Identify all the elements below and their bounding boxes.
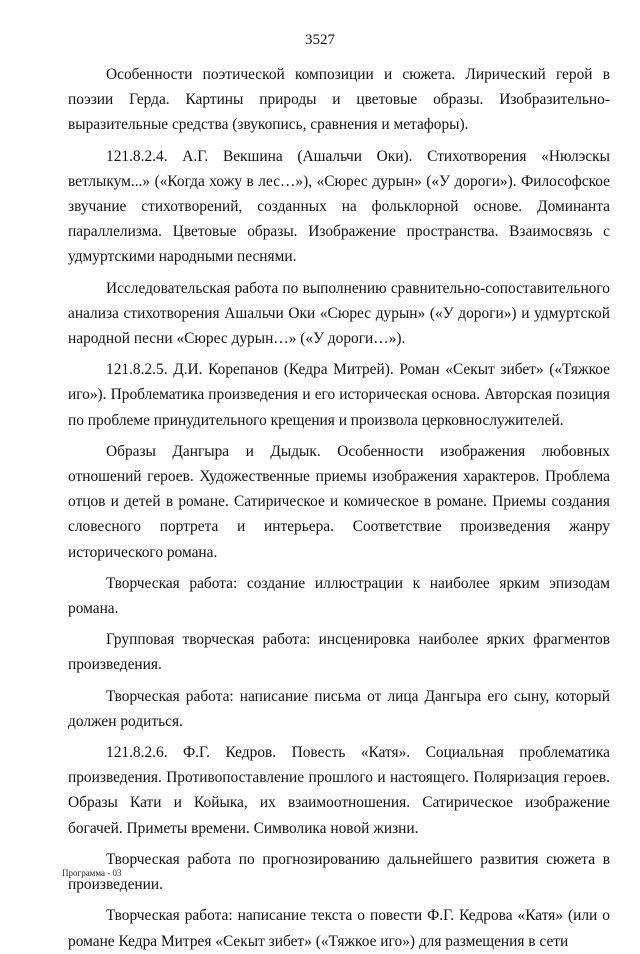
footer-note: Программа - 03 bbox=[62, 868, 122, 878]
paragraph: Творческая работа: написание текста о повести Ф.Г. Кедрова «Катя» (или о романе Кедра Митрея «Секыт зибет» («Тяжкое иго») для размещения в сети bbox=[68, 907, 610, 950]
page-number: 3527 bbox=[305, 32, 335, 48]
body-text bbox=[68, 62, 610, 954]
paragraph: Групповая творческая работа: инсценировка наиболее ярких фрагментов произведения. bbox=[68, 631, 610, 674]
paragraph: Творческая работа по прогнозированию дальнейшего развития сюжета в произведении. bbox=[68, 850, 610, 894]
paragraph: Творческая работа: написание письма от лица Дангыра его сыну, который должен родиться. bbox=[68, 687, 610, 730]
paragraph: Особенности поэтической композиции и сюжета. Лирический герой в поэзии Герда. Картины природы и цветовые образы. Изобразительно-выразительные средства (звукопись, сравнения и метафоры). bbox=[68, 66, 610, 134]
paragraph: Исследовательская работа по выполнению сравнительно-сопоставительного анализа стихотворения Ашальчи Оки «Сюрес дурын» («У дороги») и удмуртской народной песни «Сюрес дурын…» («У дороги…»). bbox=[68, 279, 610, 348]
paragraph: 121.8.2.4. А.Г. Векшина (Ашальчи Оки). Стихотворения «Нюлэскы ветлыкум...» («Когда хожу в лес…»), «Сюрес дурын» («У дороги»). Философское звучание стихотворений, созданных на фольклорной основе. Доминанта параллелизма. Цветовые образы. Изображение пространства. Взаимосвязь с удмуртскими народными песнями. bbox=[68, 147, 610, 266]
paragraph: Образы Дангыра и Дыдык. Особенности изображения любовных отношений героев. Художественные приемы изображения характеров. Проблема отцов и детей в романе. Сатирическое и комическое в романе. Приемы создания словесного портрета и интерьера. Соответствие произведения жанру исторического романа. bbox=[68, 442, 610, 561]
paragraph: 121.8.2.6. Ф.Г. Кедров. Повесть «Катя». Социальная проблематика произведения. Противопоставление прошлого и настоящего. Поляризация героев. Образы Кати и Койыка, их взаимоотношения. Сатирическое изображение богачей. Приметы времени. Символика новой жизни. bbox=[68, 744, 610, 837]
paragraph: 121.8.2.5. Д.И. Корепанов (Кедра Митрей). Роман «Секыт зибет» («Тяжкое иго»). Проблематика произведения и его историческая основа. Авторская позиция по проблеме принудительного крещения и произвола церковнослужителей. bbox=[68, 361, 610, 429]
paragraph: Творческая работа: создание иллюстрации к наиболее ярким эпизодам романа. bbox=[68, 574, 610, 618]
